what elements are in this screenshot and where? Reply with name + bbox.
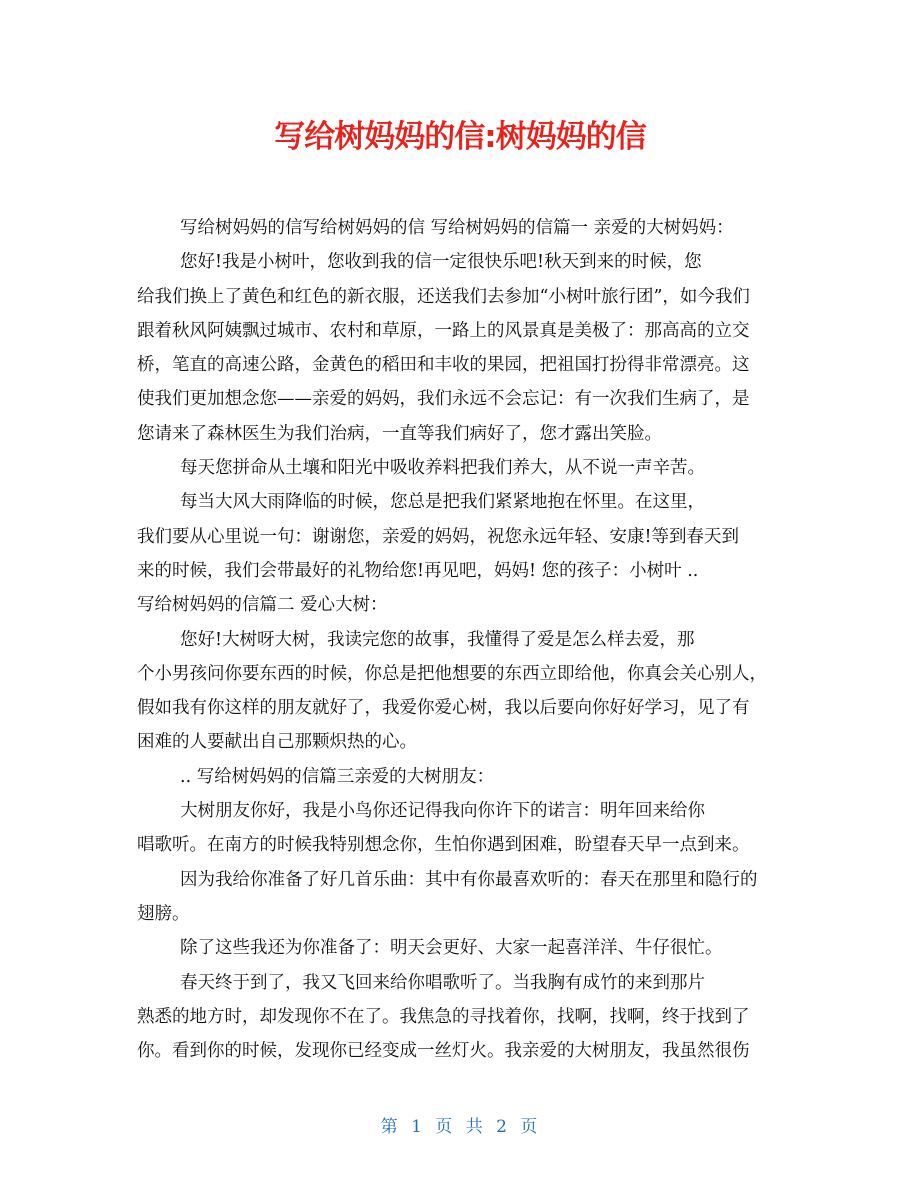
- text-line: 使我们更加想念您——亲爱的妈妈，我们永远不会忘记：有一次我们生病了，是: [137, 389, 750, 410]
- text-line: 大树朋友你好，我是小鸟你还记得我向你许下的诺言：明年回来给你: [180, 801, 705, 822]
- text-line: 写给树妈妈的信写给树妈妈的信 写给树妈妈的信篇一 亲爱的大树妈妈：: [180, 218, 734, 238]
- text-line: 您好!我是小树叶，您收到我的信一定很快乐吧!秋天到来的时候，您: [180, 252, 702, 273]
- text-line: 除了这些我还为你准备了：明天会更好、大家一起喜洋洋、牛仔很忙。: [180, 938, 723, 959]
- text-line: .. 写给树妈妈的信篇三亲爱的大树朋友：: [180, 766, 495, 787]
- text-line: 桥，笔直的高速公路，金黄色的稻田和丰收的果园，把祖国打扮得非常漂亮。这: [137, 355, 750, 376]
- document-body: [137, 211, 787, 1068]
- text-line: 春天终于到了，我又飞回来给你唱歌听了。当我胸有成竹的来到那片: [180, 972, 705, 993]
- text-line: 给我们换上了黄色和红色的新衣服，还送我们去参加“小树叶旅行团”，如今我们: [137, 286, 750, 307]
- text-line: 来的时候，我们会带最好的礼物给您!再见吧，妈妈! 您的孩子：小树叶 ..: [137, 560, 699, 581]
- text-line: 每天您拼命从土壤和阳光中吸收养料把我们养大，从不说一声辛苦。: [180, 458, 705, 479]
- page-title: 写给树妈妈的信:树妈妈的信: [274, 119, 646, 155]
- text-line: 熟悉的地方时，却发现你不在了。我焦急的寻找着你，找啊，找啊，终于找到了: [137, 1006, 750, 1027]
- text-line: 我们要从心里说一句：谢谢您，亲爱的妈妈，祝您永远年轻、安康!等到春天到: [137, 526, 740, 547]
- text-line: 跟着秋风阿姨飘过城市、农村和草原，一路上的风景真是美极了：那高高的立交: [137, 320, 750, 341]
- text-line: 写给树妈妈的信篇二 爱心大树：: [137, 595, 388, 616]
- text-line: 唱歌听。在南方的时候我特别想念你，生怕你遇到困难，盼望春天早一点到来。: [137, 835, 750, 856]
- text-line: 你。看到你的时候，发现你已经变成一丝灯火。我亲爱的大树朋友，我虽然很伤: [137, 1041, 750, 1062]
- text-line: 您好!大树呀大树，我读完您的故事，我懂得了爱是怎么样去爱，那: [180, 629, 695, 650]
- text-line: 您请来了森林医生为我们治病，一直等我们病好了，您才露出笑脸。: [137, 423, 662, 444]
- text-line: 翅膀。: [137, 903, 190, 924]
- page-footer: 第 1 页 共 2 页: [380, 1117, 540, 1137]
- text-line: 每当大风大雨降临的时候，您总是把我们紧紧地抱在怀里。在这里，: [180, 492, 705, 513]
- text-line: 困难的人要献出自己那颗炽热的心。: [137, 732, 417, 753]
- text-line: 假如我有你这样的朋友就好了，我爱你爱心树，我以后要向你好好学习，见了有: [137, 698, 750, 719]
- text-line: 个小男孩问你要东西的时候，你总是把他想要的东西立即给他，你真会关心别人，: [137, 663, 767, 684]
- text-line: 因为我给你准备了好几首乐曲：其中有你最喜欢听的：春天在那里和隐行的: [180, 869, 758, 890]
